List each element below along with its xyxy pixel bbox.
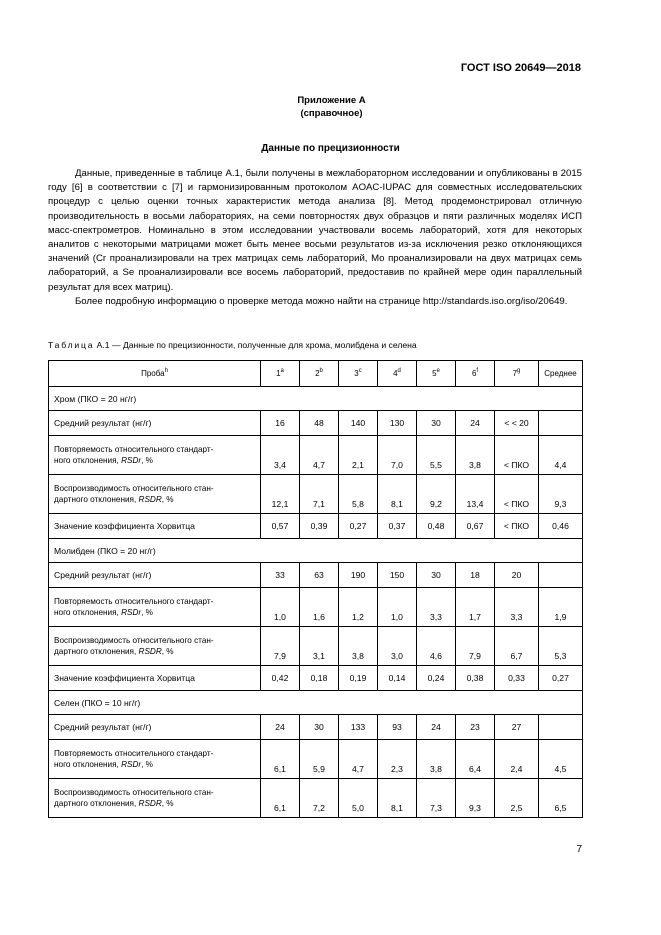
header-cell — [261, 361, 300, 387]
value-cell: 0,18 — [300, 666, 339, 691]
value-cell: 0,38 — [456, 666, 495, 691]
row-label-line: дартного отклонения, — [54, 647, 139, 656]
value-cell: 18 — [456, 563, 495, 588]
value-cell: 0,48 — [417, 514, 456, 539]
row-label — [49, 588, 261, 627]
value-cell: 7,3 — [417, 779, 456, 818]
row-label-unit: , % — [141, 760, 153, 769]
header-text: Проба — [141, 369, 165, 378]
footnote-mark: h — [164, 368, 168, 374]
table-row — [49, 715, 583, 740]
row-label-line: Повторяемость относительного стандарт- — [54, 445, 214, 454]
value-cell: 63 — [300, 563, 339, 588]
value-cell: 3,1 — [300, 627, 339, 666]
value-cell: 7,2 — [300, 779, 339, 818]
row-label-unit: , % — [161, 495, 174, 504]
value-cell: 0,57 — [261, 514, 300, 539]
value-cell: 33 — [261, 563, 300, 588]
value-cell: 16 — [261, 411, 300, 436]
value-cell: 0,19 — [339, 666, 378, 691]
row-label-symbol: RSDR — [138, 647, 162, 656]
row-label-line: дартного отклонения, — [54, 799, 139, 808]
paragraph: Данные, приведенные в таблице А.1, были получены в межлабораторном исследовании и опубликованы в 2015 году [6] в соответствии с [7] и гармонизированным протоколом AOAC-IUPAC для совместных исследовательских процедур с целью оценки точных характеристик метода анализа [8]. Метод продемонстрировал отличную производительность в восьми лабораториях, на семи повторностях двух образцов и пяти различных моделях ИСП масс-спектрометров. Номинально в этом исследовании участвовали восемь лабораторий, хотя для некоторых аналитов с некоторыми матрицами может быть менее восьми результатов из-за исключения резко отклоняющихся значений (Cr проанализировали на трех матрицах семь лабораторий, Mo проанализировали на двух матрицах семь лабораторий, а Se проанализировали все восемь лабораторий, предоставив по крайней мере один параллельный результат для всех матриц). — [48, 168, 582, 293]
row-label-symbol: RSDR — [138, 799, 162, 808]
table-row — [49, 627, 583, 666]
value-cell: 0,33 — [495, 666, 539, 691]
footnote-mark: f — [476, 368, 479, 374]
value-cell: < < 20 — [495, 411, 539, 436]
value-cell: 93 — [378, 715, 417, 740]
value-cell: 48 — [300, 411, 339, 436]
footnote-mark: b — [319, 368, 323, 374]
row-label — [49, 475, 261, 514]
value-cell: 4,6 — [417, 627, 456, 666]
row-label-line: ного отклонения, — [54, 608, 122, 617]
value-cell: 1,2 — [339, 588, 378, 627]
value-cell: 133 — [339, 715, 378, 740]
value-cell: 1,7 — [456, 588, 495, 627]
table-row — [49, 436, 583, 475]
table-group-row — [49, 691, 583, 715]
value-cell: 9,3 — [456, 779, 495, 818]
value-cell: 130 — [378, 411, 417, 436]
value-cell: 0,46 — [539, 514, 583, 539]
value-cell: 4,4 — [539, 436, 583, 475]
value-cell: 8,1 — [378, 475, 417, 514]
table-caption-prefix: Таблица — [48, 340, 95, 350]
appendix-title: Приложение А — [297, 95, 366, 106]
header-text: Среднее — [544, 369, 577, 378]
value-cell: 5,9 — [300, 740, 339, 779]
value-cell: 7,9 — [261, 627, 300, 666]
value-cell: 9,2 — [417, 475, 456, 514]
table-row — [49, 411, 583, 436]
value-cell: 3,8 — [456, 436, 495, 475]
value-cell: 0,24 — [417, 666, 456, 691]
value-cell: 6,5 — [539, 779, 583, 818]
value-cell: < ПКО — [495, 436, 539, 475]
value-cell: 3,8 — [339, 627, 378, 666]
value-cell: 0,37 — [378, 514, 417, 539]
value-cell: 3,3 — [495, 588, 539, 627]
value-cell: 140 — [339, 411, 378, 436]
value-cell: 7,1 — [300, 475, 339, 514]
value-cell: 0,42 — [261, 666, 300, 691]
value-cell: 0,67 — [456, 514, 495, 539]
table-group-row — [49, 387, 583, 411]
header-text: 4 — [393, 369, 398, 378]
table-row — [49, 740, 583, 779]
value-cell: 1,6 — [300, 588, 339, 627]
value-cell: 5,8 — [339, 475, 378, 514]
value-cell: 24 — [261, 715, 300, 740]
value-cell: 6,4 — [456, 740, 495, 779]
value-cell: 4,7 — [300, 436, 339, 475]
value-cell: 23 — [456, 715, 495, 740]
value-cell: 24 — [456, 411, 495, 436]
header-text: 1 — [276, 369, 281, 378]
footnote-mark: d — [397, 368, 401, 374]
row-label: Значение коэффициента Хорвитца — [49, 666, 261, 691]
table-group-row — [49, 539, 583, 563]
row-label-unit: , % — [141, 608, 153, 617]
row-label-line: Воспроизводимость относительного стан- — [54, 484, 214, 493]
page-number: 7 — [576, 844, 582, 855]
appendix-subtitle: (справочное) — [300, 108, 363, 119]
value-cell: 7,0 — [378, 436, 417, 475]
table-row — [49, 779, 583, 818]
value-cell: 2,4 — [495, 740, 539, 779]
value-cell: 190 — [339, 563, 378, 588]
table-row — [49, 563, 583, 588]
table-row — [49, 514, 583, 539]
value-cell: 6,7 — [495, 627, 539, 666]
row-label: Средний результат (нг/г) — [49, 563, 261, 588]
header-cell — [378, 361, 417, 387]
header-cell — [417, 361, 456, 387]
value-cell: < ПКО — [495, 475, 539, 514]
table-row — [49, 475, 583, 514]
row-label — [49, 779, 261, 818]
value-cell: 0,27 — [539, 666, 583, 691]
value-cell: 8,1 — [378, 779, 417, 818]
table-header-row — [49, 361, 583, 387]
row-label-unit: , % — [161, 799, 174, 808]
header-text: 2 — [315, 369, 320, 378]
element-group-label: Хром (ПКО = 20 нг/г) — [49, 387, 583, 411]
value-cell: 24 — [417, 715, 456, 740]
value-cell: 6,1 — [261, 740, 300, 779]
value-cell: 3,0 — [378, 627, 417, 666]
header-cell — [339, 361, 378, 387]
table-caption — [48, 340, 417, 350]
value-cell: 3,3 — [417, 588, 456, 627]
row-label-line: Повторяемость относительного стандарт- — [54, 749, 214, 758]
value-cell: < ПКО — [495, 514, 539, 539]
row-label: Средний результат (нг/г) — [49, 715, 261, 740]
value-cell: 0,27 — [339, 514, 378, 539]
header-text: 6 — [471, 369, 477, 378]
table-row — [49, 588, 583, 627]
section-title: Данные по прецизионности — [261, 143, 400, 154]
value-cell — [539, 411, 583, 436]
value-cell: 2,3 — [378, 740, 417, 779]
header-text: 7 — [512, 369, 518, 378]
value-cell: 2,1 — [339, 436, 378, 475]
row-label-unit: , % — [141, 456, 153, 465]
row-label-symbol: RSDR — [138, 495, 162, 504]
value-cell: 4,7 — [339, 740, 378, 779]
value-cell — [539, 715, 583, 740]
value-cell: 150 — [378, 563, 417, 588]
value-cell: 13,4 — [456, 475, 495, 514]
value-cell: 1,0 — [378, 588, 417, 627]
value-cell: 30 — [300, 715, 339, 740]
value-cell: 12,1 — [261, 475, 300, 514]
value-cell: 30 — [417, 411, 456, 436]
value-cell: 2,5 — [495, 779, 539, 818]
intro-text — [48, 167, 582, 309]
element-group-label: Селен (ПКО = 10 нг/г) — [49, 691, 583, 715]
row-label — [49, 740, 261, 779]
row-label — [49, 627, 261, 666]
value-cell: 6,1 — [261, 779, 300, 818]
value-cell: 7,9 — [456, 627, 495, 666]
value-cell: 3,8 — [417, 740, 456, 779]
footnote-mark: c — [358, 368, 362, 374]
header-cell — [300, 361, 339, 387]
header-cell — [495, 361, 539, 387]
appendix-heading — [0, 94, 661, 120]
footnote-mark: e — [436, 368, 440, 374]
header-cell — [539, 361, 583, 387]
row-label-line: Повторяемость относительного стандарт- — [54, 597, 214, 606]
value-cell: 20 — [495, 563, 539, 588]
value-cell: 0,39 — [300, 514, 339, 539]
row-label-line: Воспроизводимость относительного стан- — [54, 636, 214, 645]
footnote-mark: g — [517, 368, 521, 374]
header-cell — [49, 361, 261, 387]
value-cell: 27 — [495, 715, 539, 740]
header-cell — [456, 361, 495, 387]
paragraph: Более подробную информацию о проверке метода можно найти на странице http://standards.iso.org/iso/20649. — [75, 295, 568, 307]
row-label-line: ного отклонения, — [54, 456, 122, 465]
value-cell — [539, 563, 583, 588]
row-label-line: дартного отклонения, — [54, 495, 139, 504]
row-label: Средний результат (нг/г) — [49, 411, 261, 436]
precision-table — [48, 360, 583, 818]
standard-designation: ГОСТ ISO 20649—2018 — [460, 62, 581, 74]
value-cell: 30 — [417, 563, 456, 588]
value-cell: 1,0 — [261, 588, 300, 627]
footnote-mark: a — [280, 368, 284, 374]
value-cell: 5,5 — [417, 436, 456, 475]
row-label-line: ного отклонения, — [54, 760, 122, 769]
value-cell: 0,14 — [378, 666, 417, 691]
row-label — [49, 436, 261, 475]
value-cell: 5,3 — [539, 627, 583, 666]
row-label-symbol: RSDr — [121, 608, 142, 617]
row-label: Значение коэффициента Хорвитца — [49, 514, 261, 539]
header-text: 3 — [354, 369, 359, 378]
row-label-symbol: RSDr — [121, 456, 142, 465]
value-cell: 5,0 — [339, 779, 378, 818]
value-cell: 4,5 — [539, 740, 583, 779]
row-label-unit: , % — [161, 647, 174, 656]
table-caption-text: А.1 — Данные по прецизионности, полученные для хрома, молибдена и селена — [94, 340, 417, 350]
table-row — [49, 666, 583, 691]
row-label-symbol: RSDr — [121, 760, 142, 769]
header-text: 5 — [432, 369, 437, 378]
value-cell: 3,4 — [261, 436, 300, 475]
value-cell: 1,9 — [539, 588, 583, 627]
element-group-label: Молибден (ПКО = 20 нг/г) — [49, 539, 583, 563]
value-cell: 9,3 — [539, 475, 583, 514]
row-label-line: Воспроизводимость относительного стан- — [54, 788, 214, 797]
